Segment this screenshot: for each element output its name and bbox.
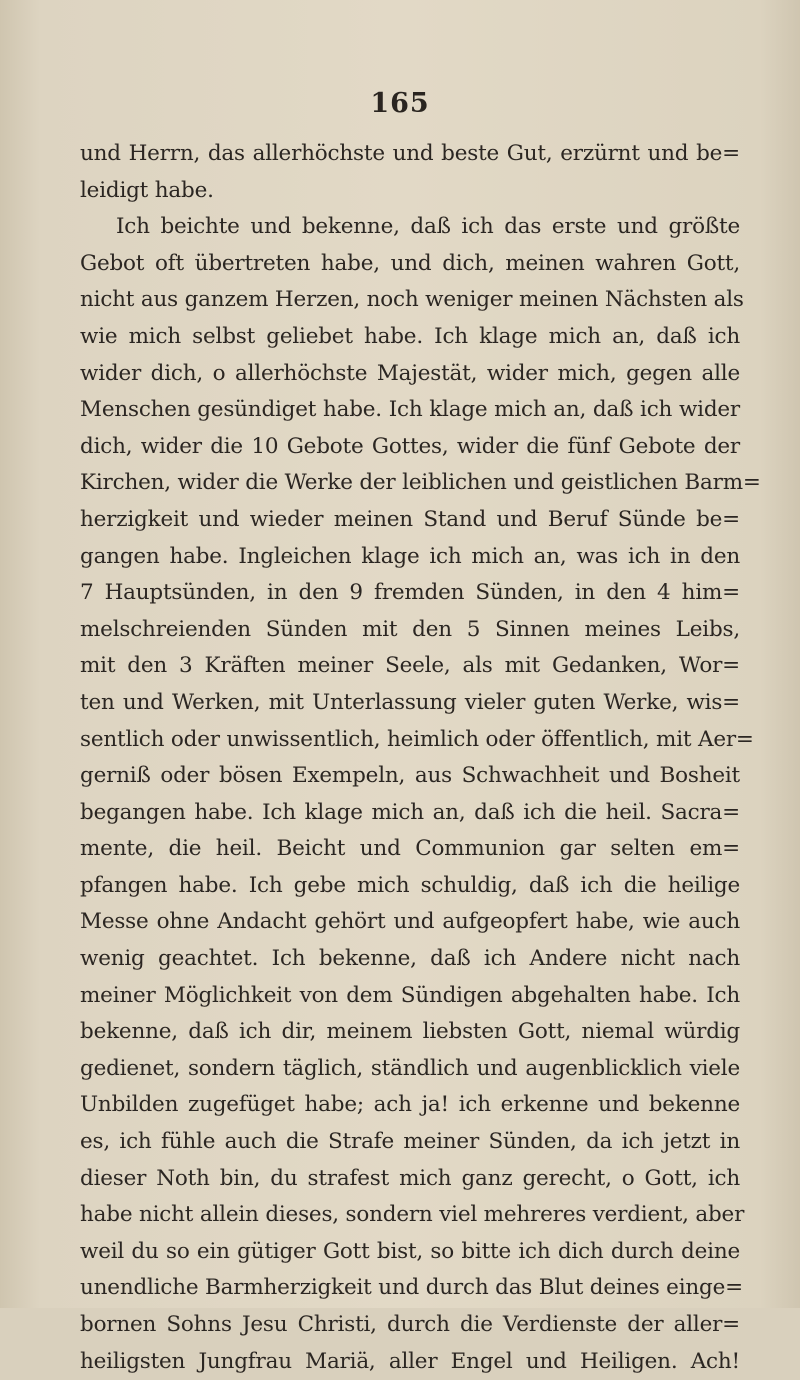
text-line: leidigt habe. — [80, 177, 214, 203]
text-line: unendliche Barmherzigkeit und durch das Blut deines einge= — [80, 1275, 743, 1301]
text-line: weil du so ein gütiger Gott bist, so bitte ich dich durch deine — [80, 1238, 740, 1264]
text-line: habe nicht allein dieses, sondern viel mehreres verdient, aber — [80, 1202, 745, 1228]
text-line: sentlich oder unwissentlich, heimlich oder öffentlich, mit Aer= — [80, 726, 754, 752]
text-line: wenig geachtet. Ich bekenne, daß ich Andere nicht nach — [80, 946, 740, 972]
page-number: 165 — [370, 88, 430, 119]
text-line: mente, die heil. Beicht und Communion gar selten em= — [80, 836, 740, 862]
text-line: und Herrn, das allerhöchste und beste Gut, erzürnt und be= — [80, 141, 740, 166]
text-line: wider dich, o allerhöchste Majestät, wider mich, gegen alle — [80, 360, 740, 386]
text-line: bekenne, daß ich dir, meinem liebsten Gott, niemal würdig — [80, 1019, 740, 1045]
text-line: heiligsten Jungfrau Mariä, aller Engel und Heiligen. Ach! — [80, 1348, 740, 1374]
text-line: mit den 3 Kräften meiner Seele, als mit Gedanken, Wor= — [80, 653, 740, 679]
body-text — [80, 136, 761, 1380]
text-line: Gebot oft übertreten habe, und dich, meinen wahren Gott, — [80, 250, 740, 276]
text-line: gedienet, sondern täglich, ständlich und augenblicklich viele — [80, 1055, 740, 1081]
text-line: gerniß oder bösen Exempeln, aus Schwachheit und Bosheit — [80, 763, 740, 789]
text-line: melschreienden Sünden mit den 5 Sinnen meines Leibs, — [80, 616, 740, 642]
text-line: nicht aus ganzem Herzen, noch weniger meinen Nächsten als — [80, 287, 744, 313]
text-line: meiner Möglichkeit von dem Sündigen abgehalten habe. Ich — [80, 982, 740, 1008]
text-line: Messe ohne Andacht gehört und aufgeopfert habe, wie auch — [80, 909, 740, 935]
text-line: bornen Sohns Jesu Christi, durch die Verdienste der aller= — [80, 1312, 740, 1337]
text-line: gangen habe. Ingleichen klage ich mich an, was ich in den — [80, 543, 740, 569]
text-line: Menschen gesündiget habe. Ich klage mich an, daß ich wider — [80, 397, 740, 423]
text-line: dich, wider die 10 Gebote Gottes, wider die fünf Gebote der — [80, 433, 740, 459]
text-line: begangen habe. Ich klage mich an, daß ich die heil. Sacra= — [80, 799, 740, 825]
text-line: wie mich selbst geliebet habe. Ich klage mich an, daß ich — [80, 323, 740, 349]
text-line: 7 Hauptsünden, in den 9 fremden Sünden, in den 4 him= — [80, 580, 740, 606]
text-line: Unbilden zugefüget habe; ach ja! ich erkenne und bekenne — [80, 1092, 740, 1118]
text-line: ten und Werken, mit Unterlassung vieler guten Werke, wis= — [80, 689, 740, 715]
text-line: Kirchen, wider die Werke der leiblichen und geistlichen Barm= — [80, 470, 761, 496]
text-line: es, ich fühle auch die Strafe meiner Sünden, da ich jetzt in — [80, 1129, 740, 1155]
text-line: pfangen habe. Ich gebe mich schuldig, daß ich die heilige — [80, 872, 740, 898]
text-line: herzigkeit und wieder meinen Stand und Beruf Sünde be= — [80, 506, 740, 532]
text-line: dieser Noth bin, du strafest mich ganz gerecht, o Gott, ich — [80, 1165, 740, 1191]
text-line: Ich beichte und bekenne, daß ich das erste und größte — [116, 214, 740, 240]
